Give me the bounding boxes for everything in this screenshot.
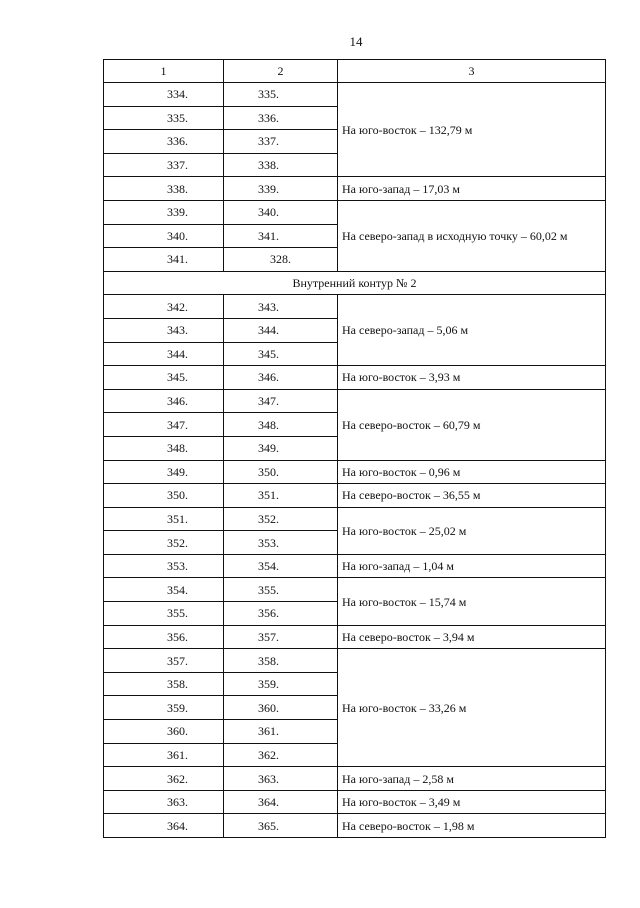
point-to-cell: 352. <box>224 507 338 531</box>
direction-distance-cell: На северо-восток – 1,98 м <box>338 814 606 838</box>
column-header-1: 1 <box>104 60 224 83</box>
point-to-cell: 336. <box>224 106 338 130</box>
point-to-cell: 357. <box>224 625 338 649</box>
point-to-cell: 345. <box>224 342 338 366</box>
point-from-cell: 358. <box>104 672 224 696</box>
direction-distance-cell: На юго-запад – 2,58 м <box>338 767 606 791</box>
point-from-cell: 350. <box>104 484 224 508</box>
point-to-cell: 351. <box>224 484 338 508</box>
point-from-cell: 334. <box>104 83 224 107</box>
table-body <box>104 83 606 838</box>
direction-distance-cell: На юго-запад – 17,03 м <box>338 177 606 201</box>
point-from-cell: 356. <box>104 625 224 649</box>
table-row <box>104 625 606 649</box>
point-from-cell: 337. <box>104 153 224 177</box>
point-to-cell: 350. <box>224 460 338 484</box>
point-to-cell: 361. <box>224 720 338 744</box>
point-to-cell: 341. <box>224 224 338 248</box>
point-from-cell: 363. <box>104 790 224 814</box>
direction-distance-cell: На юго-восток – 3,49 м <box>338 790 606 814</box>
point-to-cell: 360. <box>224 696 338 720</box>
point-from-cell: 351. <box>104 507 224 531</box>
table-row <box>104 83 606 107</box>
direction-distance-cell: На юго-восток – 132,79 м <box>338 83 606 177</box>
point-to-cell: 349. <box>224 436 338 460</box>
direction-distance-cell: На северо-восток – 3,94 м <box>338 625 606 649</box>
direction-distance-cell: На юго-восток – 15,74 м <box>338 578 606 625</box>
point-from-cell: 338. <box>104 177 224 201</box>
point-to-cell: 365. <box>224 814 338 838</box>
direction-distance-cell: На северо-восток – 36,55 м <box>338 484 606 508</box>
point-to-cell: 347. <box>224 389 338 413</box>
column-header-2: 2 <box>224 60 338 83</box>
point-to-cell: 335. <box>224 83 338 107</box>
point-from-cell: 364. <box>104 814 224 838</box>
point-from-cell: 362. <box>104 767 224 791</box>
column-header-3: 3 <box>338 60 606 83</box>
point-to-cell: 340. <box>224 200 338 224</box>
point-from-cell: 349. <box>104 460 224 484</box>
table-row <box>104 767 606 791</box>
point-from-cell: 339. <box>104 200 224 224</box>
point-from-cell: 341. <box>104 248 224 272</box>
point-from-cell: 357. <box>104 649 224 673</box>
direction-distance-cell: На северо-запад – 5,06 м <box>338 295 606 366</box>
point-from-cell: 346. <box>104 389 224 413</box>
table-header-row <box>104 60 606 83</box>
point-from-cell: 343. <box>104 318 224 342</box>
point-to-cell: 337. <box>224 130 338 154</box>
point-from-cell: 342. <box>104 295 224 319</box>
table-row <box>104 554 606 578</box>
direction-distance-cell: На юго-запад – 1,04 м <box>338 554 606 578</box>
table-row <box>104 484 606 508</box>
point-from-cell: 347. <box>104 413 224 437</box>
point-from-cell: 360. <box>104 720 224 744</box>
point-to-cell: 355. <box>224 578 338 602</box>
point-from-cell: 348. <box>104 436 224 460</box>
table-row <box>104 295 606 319</box>
direction-distance-cell: На юго-восток – 3,93 м <box>338 366 606 390</box>
direction-distance-cell: На северо-запад в исходную точку – 60,02 м <box>338 200 606 271</box>
point-from-cell: 353. <box>104 554 224 578</box>
point-from-cell: 352. <box>104 531 224 555</box>
point-from-cell: 345. <box>104 366 224 390</box>
table-row <box>104 460 606 484</box>
direction-distance-cell: На северо-восток – 60,79 м <box>338 389 606 460</box>
point-to-cell: 348. <box>224 413 338 437</box>
table-row <box>104 177 606 201</box>
point-to-cell: 354. <box>224 554 338 578</box>
direction-distance-cell: На юго-восток – 25,02 м <box>338 507 606 554</box>
point-to-cell: 359. <box>224 672 338 696</box>
point-from-cell: 336. <box>104 130 224 154</box>
point-from-cell: 355. <box>104 602 224 626</box>
point-from-cell: 361. <box>104 743 224 767</box>
point-to-cell: 343. <box>224 295 338 319</box>
page-number: 14 <box>349 34 363 49</box>
direction-distance-cell: На юго-восток – 0,96 м <box>338 460 606 484</box>
table-row <box>104 200 606 224</box>
table-row <box>104 649 606 673</box>
point-to-cell: 338. <box>224 153 338 177</box>
section-row <box>104 271 606 295</box>
point-to-cell: 344. <box>224 318 338 342</box>
table-row <box>104 790 606 814</box>
point-from-cell: 354. <box>104 578 224 602</box>
table-row <box>104 814 606 838</box>
direction-distance-cell: На юго-восток – 33,26 м <box>338 649 606 767</box>
boundary-points-table <box>103 59 606 838</box>
point-from-cell: 359. <box>104 696 224 720</box>
point-to-cell: 362. <box>224 743 338 767</box>
point-to-cell: 356. <box>224 602 338 626</box>
section-title: Внутренний контур № 2 <box>104 271 606 295</box>
point-from-cell: 344. <box>104 342 224 366</box>
point-to-cell: 346. <box>224 366 338 390</box>
point-from-cell: 335. <box>104 106 224 130</box>
point-to-cell: 339. <box>224 177 338 201</box>
point-to-cell: 358. <box>224 649 338 673</box>
table-row <box>104 578 606 602</box>
table-row <box>104 366 606 390</box>
table-row <box>104 389 606 413</box>
point-to-cell: 328. <box>224 248 338 272</box>
point-from-cell: 340. <box>104 224 224 248</box>
point-to-cell: 364. <box>224 790 338 814</box>
table-row <box>104 507 606 531</box>
point-to-cell: 363. <box>224 767 338 791</box>
point-to-cell: 353. <box>224 531 338 555</box>
